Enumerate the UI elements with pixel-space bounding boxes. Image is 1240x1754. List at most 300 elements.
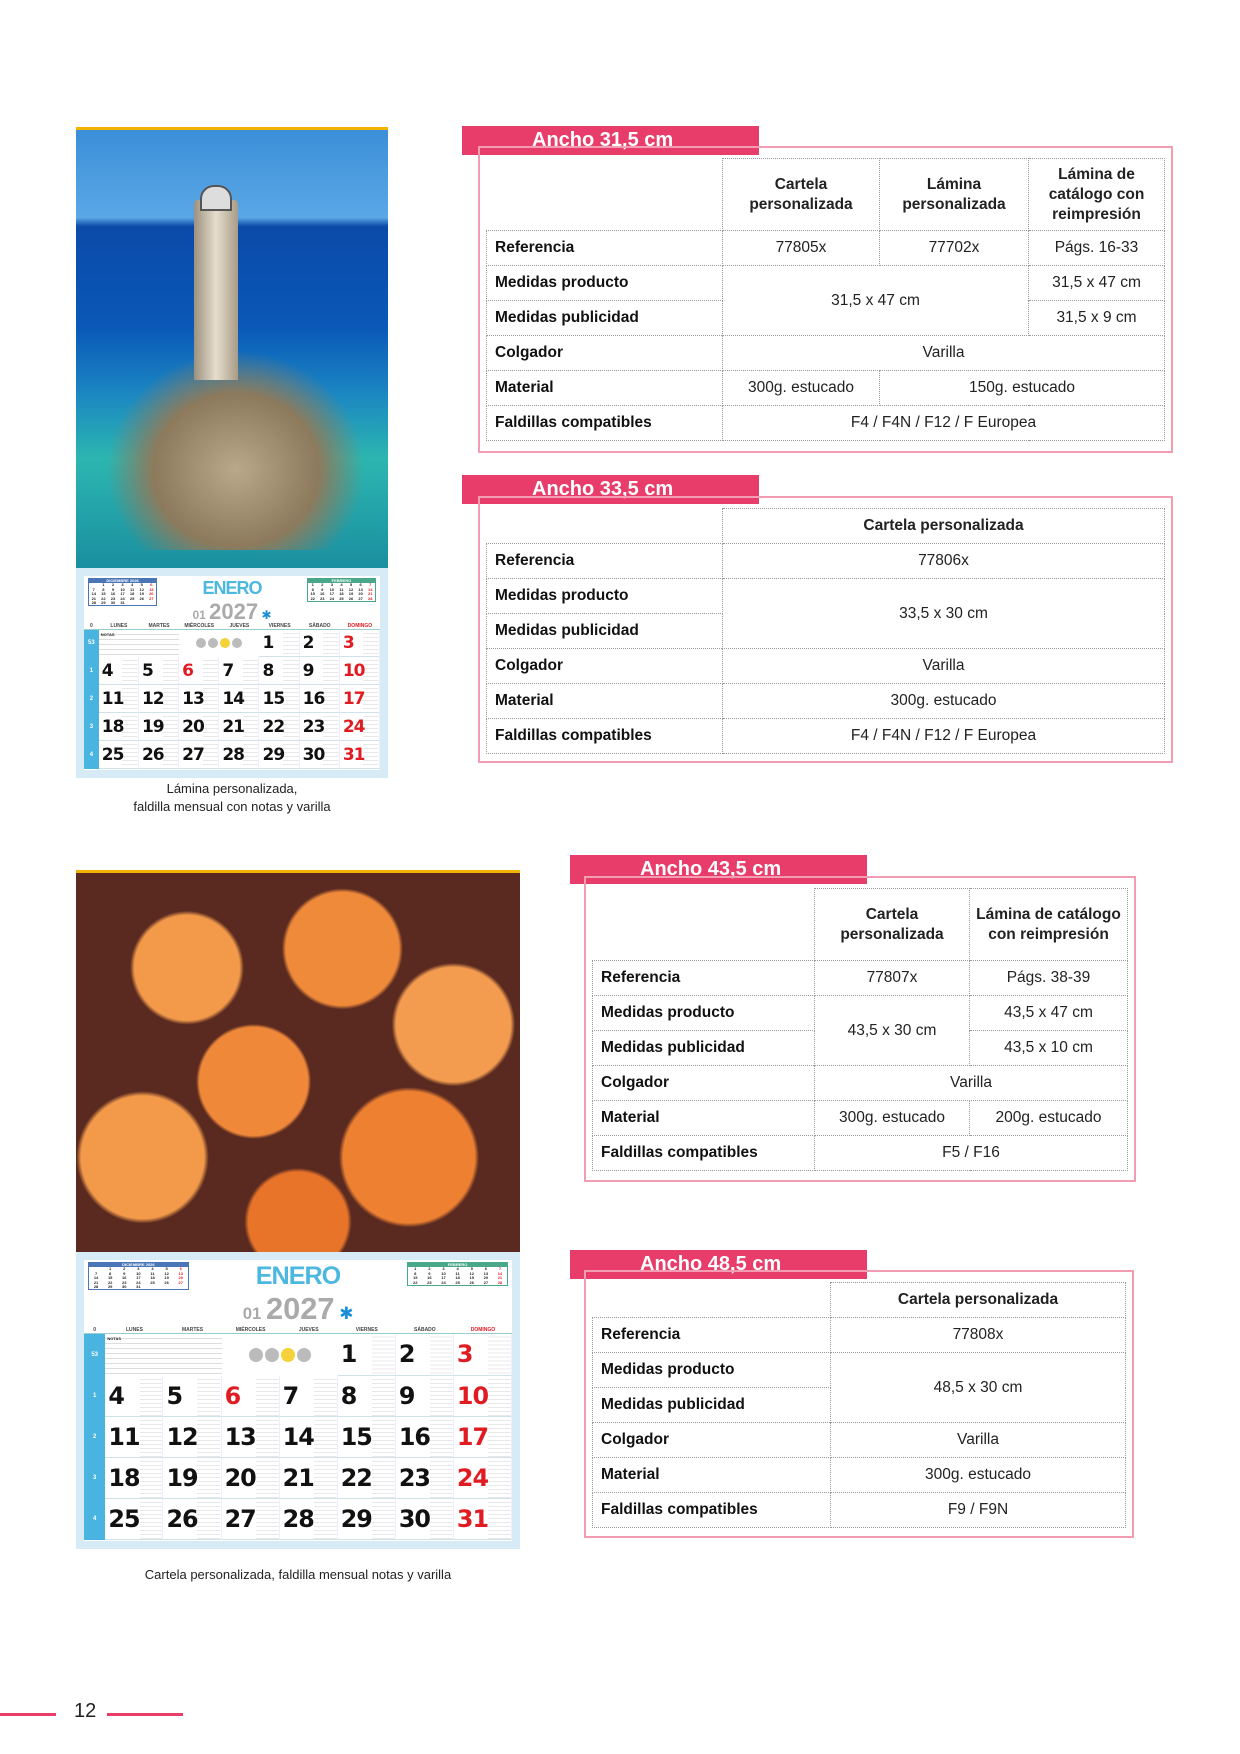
mini-day: 24 bbox=[329, 595, 335, 601]
mini-day: 11 bbox=[150, 1270, 155, 1276]
caption-line: Cartela personalizada, faldilla mensual notas y varilla bbox=[144, 1567, 452, 1582]
weekday-header bbox=[84, 623, 380, 630]
day-cell: 20 bbox=[222, 1458, 280, 1499]
calendar-title bbox=[192, 578, 271, 625]
row-label: Referencia bbox=[487, 544, 723, 579]
day-cell: 26 bbox=[163, 1499, 221, 1540]
row-label: Material bbox=[593, 1458, 831, 1493]
mini-day: 31 bbox=[136, 1283, 141, 1289]
mini-day: 22 bbox=[310, 595, 315, 601]
day-cell: 16 bbox=[300, 685, 340, 713]
year: 2027 bbox=[209, 599, 259, 624]
cell: 77808x bbox=[831, 1318, 1126, 1353]
mini-day: 10 bbox=[329, 586, 335, 592]
mini-day: 11 bbox=[455, 1270, 460, 1276]
weekday-label: JUEVES bbox=[298, 1327, 319, 1334]
day-cell: 13 bbox=[222, 1417, 280, 1458]
rock-shape bbox=[106, 350, 366, 550]
day-cell: 28 bbox=[280, 1499, 338, 1540]
mini-day: 14 bbox=[367, 586, 373, 592]
mini-calendar-title: DICIEMBRE 2026 bbox=[89, 1263, 188, 1267]
mini-day: 6 bbox=[359, 582, 362, 588]
cell: F4 / F4N / F12 / F Europea bbox=[723, 406, 1165, 441]
mini-day: 23 bbox=[427, 1279, 432, 1285]
mini-day: 18 bbox=[455, 1275, 460, 1281]
moon-phases bbox=[179, 630, 259, 658]
row-label: Referencia bbox=[487, 231, 723, 266]
mini-day: 14 bbox=[91, 591, 97, 597]
mini-day: 22 bbox=[101, 595, 106, 601]
mini-day: 8 bbox=[311, 586, 314, 592]
mini-calendar-title: DICIEMBRE 2026 bbox=[89, 579, 156, 583]
col-header: Cartela personalizada bbox=[723, 509, 1165, 544]
cell: 200g. estucado bbox=[970, 1101, 1128, 1136]
day-cell: 22 bbox=[338, 1458, 396, 1499]
weekday-label: JUEVES bbox=[229, 622, 250, 629]
row-label: Medidas producto bbox=[487, 266, 723, 301]
mini-day: 2 bbox=[111, 582, 115, 588]
day-cell: 8 bbox=[259, 657, 299, 685]
calendar-preview-large bbox=[76, 1252, 520, 1549]
mini-day: 14 bbox=[93, 1275, 99, 1281]
mini-day: 15 bbox=[310, 591, 315, 597]
cell: 300g. estucado bbox=[831, 1458, 1126, 1493]
weekday-label: VIERNES bbox=[355, 1327, 378, 1334]
day-cell: 10 bbox=[340, 657, 380, 685]
week-number: 53 bbox=[84, 630, 99, 658]
weekday-label: LUNES bbox=[110, 622, 128, 629]
mini-day: 17 bbox=[120, 591, 125, 597]
weekday-header bbox=[84, 1327, 512, 1334]
mini-calendar-grid bbox=[89, 583, 156, 605]
section-tab-43-5: Ancho 43,5 cm bbox=[570, 855, 867, 884]
mini-day: 8 bbox=[414, 1270, 417, 1276]
row-label: Colgador bbox=[593, 1423, 831, 1458]
mini-day: 30 bbox=[122, 1283, 127, 1289]
mini-day: 4 bbox=[131, 582, 134, 588]
mini-day: 25 bbox=[129, 595, 135, 601]
year: 2027 bbox=[266, 1291, 335, 1326]
col-header: Lámina personalizada bbox=[880, 159, 1029, 231]
day-cell: 15 bbox=[338, 1417, 396, 1458]
mini-day: 5 bbox=[349, 582, 353, 588]
day-cell: 30 bbox=[300, 741, 340, 769]
day-cell: 16 bbox=[396, 1417, 454, 1458]
day-cell: 28 bbox=[219, 741, 259, 769]
weekday-label: SÁBADO bbox=[308, 622, 331, 629]
cell: 300g. estucado bbox=[723, 684, 1165, 719]
weekday-label: DOMINGO bbox=[470, 1327, 496, 1334]
row-label: Material bbox=[487, 371, 723, 406]
month-number: 01 bbox=[242, 1304, 267, 1323]
mini-day: 16 bbox=[110, 591, 116, 597]
cell: 77805x bbox=[723, 231, 880, 266]
col-header: Lámina de catálogo con reimpresión bbox=[970, 889, 1128, 961]
week-number: 1 bbox=[84, 657, 99, 685]
day-cell: 24 bbox=[340, 713, 380, 741]
mini-day: 28 bbox=[91, 599, 97, 605]
moon-phases bbox=[222, 1334, 338, 1375]
snowflake-icon: ✱ bbox=[334, 1304, 354, 1323]
mini-day: 28 bbox=[93, 1283, 99, 1289]
day-cell: 4 bbox=[99, 657, 139, 685]
mini-day: 4 bbox=[456, 1266, 459, 1272]
mini-day: 10 bbox=[136, 1270, 141, 1276]
cell: 48,5 x 30 cm bbox=[831, 1353, 1126, 1423]
mini-calendar bbox=[88, 578, 157, 606]
cell: Varilla bbox=[831, 1423, 1126, 1458]
day-cell: 17 bbox=[340, 685, 380, 713]
weekday-label: MIÉRCOLES bbox=[184, 622, 215, 629]
moon-phase-icon bbox=[265, 1348, 279, 1362]
cell: Varilla bbox=[723, 336, 1165, 371]
day-cell: 25 bbox=[99, 741, 139, 769]
mini-day: 28 bbox=[367, 595, 373, 601]
day-cell: 27 bbox=[222, 1499, 280, 1540]
notes-area: NOTAS bbox=[105, 1334, 221, 1375]
mini-day: 24 bbox=[120, 595, 125, 601]
mini-day: 9 bbox=[111, 586, 115, 592]
mini-day: 19 bbox=[164, 1275, 169, 1281]
day-cell: 26 bbox=[139, 741, 179, 769]
photo-caption-1 bbox=[40, 780, 424, 816]
day-cell: 12 bbox=[163, 1417, 221, 1458]
mini-day: 1 bbox=[311, 582, 314, 588]
mini-day: 23 bbox=[122, 1279, 127, 1285]
mini-day: 6 bbox=[150, 582, 153, 588]
mini-calendar-title: FEBRERO bbox=[408, 1263, 507, 1267]
moon-phase-icon bbox=[249, 1348, 263, 1362]
week-number: 1 bbox=[84, 1376, 105, 1417]
section-tab-33-5: Ancho 33,5 cm bbox=[462, 475, 759, 504]
week-number: 4 bbox=[84, 1499, 105, 1540]
mini-day: 4 bbox=[151, 1266, 154, 1272]
mini-day: 27 bbox=[178, 1279, 183, 1285]
day-cell: 8 bbox=[338, 1376, 396, 1417]
mini-calendar bbox=[307, 578, 376, 602]
mini-day: 5 bbox=[140, 582, 143, 588]
col-header: Cartela personalizada bbox=[815, 889, 970, 961]
mini-day: 21 bbox=[497, 1275, 503, 1281]
row-label: Material bbox=[487, 684, 723, 719]
mini-day: 6 bbox=[179, 1266, 182, 1272]
day-cell: 20 bbox=[179, 713, 219, 741]
spec-table-33-5 bbox=[478, 496, 1173, 763]
day-cell: 22 bbox=[259, 713, 299, 741]
mini-day: 12 bbox=[348, 586, 354, 592]
day-cell: 2 bbox=[300, 630, 340, 658]
mini-day: 15 bbox=[413, 1275, 418, 1281]
cell: 300g. estucado bbox=[815, 1101, 970, 1136]
caption-line: faldilla mensual con notas y varilla bbox=[133, 799, 331, 814]
cell: Varilla bbox=[815, 1066, 1128, 1101]
mini-day: 17 bbox=[136, 1275, 141, 1281]
mini-day: 10 bbox=[120, 586, 125, 592]
mini-day: 12 bbox=[164, 1270, 169, 1276]
mini-calendar-grid bbox=[89, 1267, 188, 1289]
week-number: 2 bbox=[84, 1417, 105, 1458]
mini-day: 10 bbox=[441, 1270, 446, 1276]
cell: 31,5 x 47 cm bbox=[723, 266, 1029, 336]
mini-day: 21 bbox=[93, 1279, 99, 1285]
mini-day: 7 bbox=[369, 582, 372, 588]
mini-day: 5 bbox=[165, 1266, 168, 1272]
mini-day: 9 bbox=[321, 586, 324, 592]
day-cell: 5 bbox=[163, 1376, 221, 1417]
week-number: 2 bbox=[84, 685, 99, 713]
mini-day: 16 bbox=[427, 1275, 432, 1281]
mini-day: 17 bbox=[329, 591, 335, 597]
row-label: Material bbox=[593, 1101, 815, 1136]
mini-day: 19 bbox=[469, 1275, 474, 1281]
mini-day: 21 bbox=[91, 595, 97, 601]
mini-day: 1 bbox=[109, 1266, 112, 1272]
mini-day: 4 bbox=[340, 582, 343, 588]
day-cell: 7 bbox=[219, 657, 259, 685]
day-cell: 29 bbox=[259, 741, 299, 769]
row-label: Medidas producto bbox=[487, 579, 723, 614]
cell: 43,5 x 30 cm bbox=[815, 996, 970, 1066]
cell: 77702x bbox=[880, 231, 1029, 266]
mini-day: 29 bbox=[101, 599, 106, 605]
row-label: Medidas publicidad bbox=[487, 301, 723, 336]
snowflake-icon: ✱ bbox=[258, 608, 272, 622]
cell: 31,5 x 9 cm bbox=[1029, 301, 1165, 336]
cell: 77806x bbox=[723, 544, 1165, 579]
mini-day: 19 bbox=[348, 591, 354, 597]
row-label: Colgador bbox=[487, 649, 723, 684]
row-label: Medidas publicidad bbox=[593, 1388, 831, 1423]
day-cell: 3 bbox=[340, 630, 380, 658]
mini-day: 5 bbox=[470, 1266, 473, 1272]
mini-day: 26 bbox=[139, 595, 144, 601]
row-label: Medidas producto bbox=[593, 1353, 831, 1388]
mini-day: 18 bbox=[150, 1275, 155, 1281]
mini-day: 17 bbox=[441, 1275, 446, 1281]
spec-table-48-5 bbox=[584, 1270, 1134, 1538]
cell: Págs. 16-33 bbox=[1029, 231, 1165, 266]
cell: 43,5 x 10 cm bbox=[970, 1031, 1128, 1066]
moon-phase-icon bbox=[297, 1348, 311, 1362]
mini-day: 13 bbox=[149, 586, 154, 592]
moon-phase-icon bbox=[232, 638, 242, 648]
cell: 43,5 x 47 cm bbox=[970, 996, 1128, 1031]
mini-day: 1 bbox=[102, 582, 105, 588]
mini-day: 3 bbox=[137, 1266, 140, 1272]
cell: F9 / F9N bbox=[831, 1493, 1126, 1528]
day-cell: 21 bbox=[219, 713, 259, 741]
mini-day: 7 bbox=[92, 586, 95, 592]
day-cell: 7 bbox=[280, 1376, 338, 1417]
mini-day: 16 bbox=[122, 1275, 127, 1281]
mini-day: 6 bbox=[484, 1266, 487, 1272]
mini-day: 13 bbox=[358, 586, 363, 592]
day-cell: 21 bbox=[280, 1458, 338, 1499]
mini-day: 2 bbox=[321, 582, 324, 588]
mini-day: 20 bbox=[149, 591, 154, 597]
week-col-header: 0 bbox=[90, 622, 93, 629]
cell: Varilla bbox=[723, 649, 1165, 684]
day-cell: 23 bbox=[396, 1458, 454, 1499]
lighthouse-tower bbox=[194, 200, 238, 380]
mini-day: 3 bbox=[442, 1266, 445, 1272]
calendar-title bbox=[243, 1262, 354, 1327]
mini-day: 21 bbox=[367, 591, 373, 597]
section-tab-48-5: Ancho 48,5 cm bbox=[570, 1250, 867, 1279]
day-cell: 18 bbox=[105, 1458, 163, 1499]
month-name: ENERO bbox=[255, 1262, 341, 1290]
week-number: 3 bbox=[84, 713, 99, 741]
row-label: Referencia bbox=[593, 961, 815, 996]
mini-day: 22 bbox=[413, 1279, 418, 1285]
month-name: ENERO bbox=[202, 578, 262, 598]
weekday-label: SÁBADO bbox=[414, 1327, 436, 1334]
mini-day: 2 bbox=[123, 1266, 126, 1272]
day-cell: 10 bbox=[454, 1376, 512, 1417]
calendar-sheet bbox=[84, 1260, 512, 1541]
day-cell: 1 bbox=[338, 1334, 396, 1375]
mini-day: 27 bbox=[358, 595, 363, 601]
mini-day: 8 bbox=[102, 586, 105, 592]
day-cell: 23 bbox=[300, 713, 340, 741]
mini-day: 22 bbox=[107, 1279, 113, 1285]
row-label: Colgador bbox=[487, 336, 723, 371]
week-number: 3 bbox=[84, 1458, 105, 1499]
cell: F5 / F16 bbox=[815, 1136, 1128, 1171]
row-label: Medidas publicidad bbox=[487, 614, 723, 649]
mini-day: 12 bbox=[469, 1270, 474, 1276]
cell: 33,5 x 30 cm bbox=[723, 579, 1165, 649]
mini-day: 20 bbox=[178, 1275, 183, 1281]
lighthouse-photo bbox=[76, 127, 388, 568]
day-cell: 11 bbox=[105, 1417, 163, 1458]
cell: 300g. estucado bbox=[723, 371, 880, 406]
mini-day: 26 bbox=[164, 1279, 169, 1285]
day-cell: 4 bbox=[105, 1376, 163, 1417]
section-tab-31-5: Ancho 31,5 cm bbox=[462, 126, 759, 155]
mini-calendar bbox=[407, 1262, 508, 1286]
row-label: Faldillas compatibles bbox=[593, 1493, 831, 1528]
mini-day: 19 bbox=[139, 591, 144, 597]
weekday-label: DOMINGO bbox=[347, 622, 373, 629]
row-label: Medidas producto bbox=[593, 996, 815, 1031]
mini-day: 16 bbox=[320, 591, 325, 597]
lighthouse-lamp bbox=[200, 185, 232, 211]
col-header: Cartela personalizada bbox=[831, 1283, 1126, 1318]
mini-day: 7 bbox=[498, 1266, 502, 1272]
mini-day: 18 bbox=[129, 591, 135, 597]
day-cell: 9 bbox=[396, 1376, 454, 1417]
calendar-preview-small bbox=[76, 568, 388, 778]
cell: 77807x bbox=[815, 961, 970, 996]
spec-table-43-5 bbox=[584, 876, 1136, 1182]
day-cell: 24 bbox=[454, 1458, 512, 1499]
mini-day: 25 bbox=[150, 1279, 155, 1285]
day-cell: 13 bbox=[179, 685, 219, 713]
mini-day: 14 bbox=[497, 1270, 503, 1276]
weekday-label: MIÉRCOLES bbox=[235, 1327, 266, 1334]
year-line bbox=[192, 599, 271, 625]
week-col-header: 0 bbox=[93, 1327, 97, 1334]
mini-day: 27 bbox=[149, 595, 154, 601]
mini-day: 13 bbox=[178, 1270, 183, 1276]
row-label: Colgador bbox=[593, 1066, 815, 1101]
mini-day: 1 bbox=[414, 1266, 417, 1272]
mini-day: 27 bbox=[483, 1279, 489, 1285]
mini-day: 23 bbox=[110, 595, 116, 601]
day-cell: 14 bbox=[280, 1417, 338, 1458]
cell: 150g. estucado bbox=[880, 371, 1165, 406]
mini-day: 18 bbox=[339, 591, 344, 597]
photo-caption-2 bbox=[40, 1566, 556, 1584]
mini-day: 9 bbox=[123, 1270, 126, 1276]
day-cell: 6 bbox=[222, 1376, 280, 1417]
mini-day: 15 bbox=[107, 1275, 113, 1281]
day-cell: 19 bbox=[139, 713, 179, 741]
day-cell: 17 bbox=[454, 1417, 512, 1458]
mini-day: 12 bbox=[139, 586, 144, 592]
mini-day: 24 bbox=[136, 1279, 141, 1285]
mini-day: 26 bbox=[348, 595, 354, 601]
day-cell: 25 bbox=[105, 1499, 163, 1540]
mini-day: 11 bbox=[130, 586, 135, 592]
notes-area: NOTAS bbox=[99, 630, 179, 658]
day-cell: 6 bbox=[179, 657, 219, 685]
mini-day: 25 bbox=[455, 1279, 460, 1285]
calendar-header bbox=[84, 576, 380, 623]
calendar-grid bbox=[84, 1334, 512, 1540]
calendar-grid bbox=[84, 630, 380, 769]
day-cell: 29 bbox=[338, 1499, 396, 1540]
mini-day: 2 bbox=[428, 1266, 431, 1272]
moon-phase-icon bbox=[281, 1348, 295, 1362]
cell: Págs. 38-39 bbox=[970, 961, 1128, 996]
mini-day: 8 bbox=[109, 1270, 112, 1276]
day-cell: 19 bbox=[163, 1458, 221, 1499]
row-label: Medidas publicidad bbox=[593, 1031, 815, 1066]
mini-day: 3 bbox=[121, 582, 124, 588]
mini-day: 25 bbox=[339, 595, 344, 601]
day-cell: 30 bbox=[396, 1499, 454, 1540]
row-label: Faldillas compatibles bbox=[593, 1136, 815, 1171]
row-label: Referencia bbox=[593, 1318, 831, 1353]
day-cell: 14 bbox=[219, 685, 259, 713]
day-cell: 2 bbox=[396, 1334, 454, 1375]
mini-calendar-grid bbox=[408, 1267, 507, 1285]
cell: 31,5 x 47 cm bbox=[1029, 266, 1165, 301]
footer-line-left bbox=[0, 1713, 56, 1716]
mini-calendar-grid bbox=[308, 583, 375, 601]
day-cell: 15 bbox=[259, 685, 299, 713]
day-cell: 31 bbox=[340, 741, 380, 769]
calendar-header bbox=[84, 1260, 512, 1327]
mini-day: 13 bbox=[483, 1270, 489, 1276]
row-label: Faldillas compatibles bbox=[487, 406, 723, 441]
mini-day: 24 bbox=[441, 1279, 446, 1285]
weekday-label: VIERNES bbox=[268, 622, 291, 629]
row-label: Faldillas compatibles bbox=[487, 719, 723, 754]
mini-day: 3 bbox=[330, 582, 333, 588]
col-header: Cartela personalizada bbox=[723, 159, 880, 231]
moon-phase-icon bbox=[220, 638, 230, 648]
caption-line: Lámina personalizada, bbox=[166, 781, 298, 796]
mini-day: 29 bbox=[107, 1283, 113, 1289]
mini-day: 23 bbox=[320, 595, 325, 601]
cell: F4 / F4N / F12 / F Europea bbox=[723, 719, 1165, 754]
page-number: 12 bbox=[74, 1700, 97, 1722]
day-cell: 27 bbox=[179, 741, 219, 769]
day-cell: 18 bbox=[99, 713, 139, 741]
